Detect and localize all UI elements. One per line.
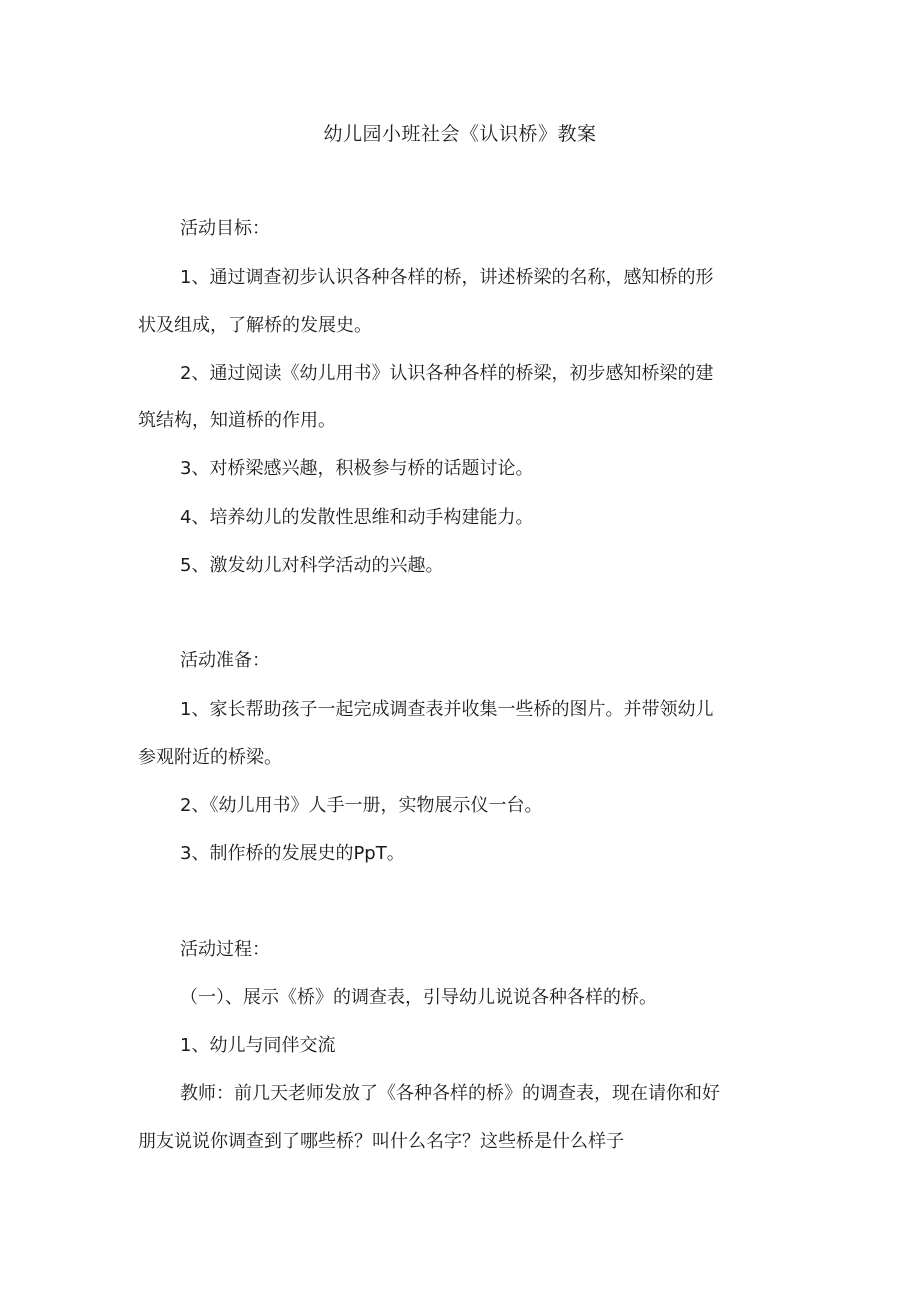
document-title: 幼儿园小班社会《认识桥》教案: [323, 123, 597, 145]
prep-heading: 活动准备：: [180, 650, 270, 671]
goals-heading: 活动目标：: [180, 218, 270, 239]
process-heading: 活动过程：: [180, 939, 270, 960]
prep-item-1-line-1: 1、家长帮助孩子一起完成调查表并收集一些桥的图片。并带领幼儿: [180, 699, 714, 720]
process-step-1: （一）、展示《桥》的调查表，引导幼儿说说各种各样的桥。: [180, 987, 657, 1008]
goal-item-3: 3、对桥梁感兴趣，积极参与桥的话题讨论。: [180, 458, 534, 479]
prep-item-3: 3、制作桥的发展史的PpT。: [180, 843, 405, 864]
goal-item-4: 4、培养幼儿的发散性思维和动手构建能力。: [180, 507, 534, 528]
goal-item-5: 5、激发幼儿对科学活动的兴趣。: [180, 555, 444, 576]
goal-item-1-line-1: 1、通过调查初步认识各种各样的桥，讲述桥梁的名称，感知桥的形: [180, 267, 714, 288]
goal-item-2-line-1: 2、通过阅读《幼儿用书》认识各种各样的桥梁，初步感知桥梁的建: [180, 363, 714, 384]
process-sub-1: 1、幼儿与同伴交流: [180, 1035, 336, 1056]
teacher-line-2: 朋友说说你调查到了哪些桥？叫什么名字？这些桥是什么样子: [138, 1131, 624, 1152]
goal-item-2-line-2: 筑结构，知道桥的作用。: [138, 410, 336, 431]
teacher-line-1: 教师：前几天老师发放了《各种各样的桥》的调查表，现在请你和好: [180, 1083, 720, 1104]
prep-item-1-line-2: 参观附近的桥梁。: [138, 747, 282, 768]
prep-item-2: 2、《幼儿用书》人手一册，实物展示仪一台。: [180, 795, 543, 816]
goal-item-1-line-2: 状及组成，了解桥的发展史。: [138, 315, 372, 336]
